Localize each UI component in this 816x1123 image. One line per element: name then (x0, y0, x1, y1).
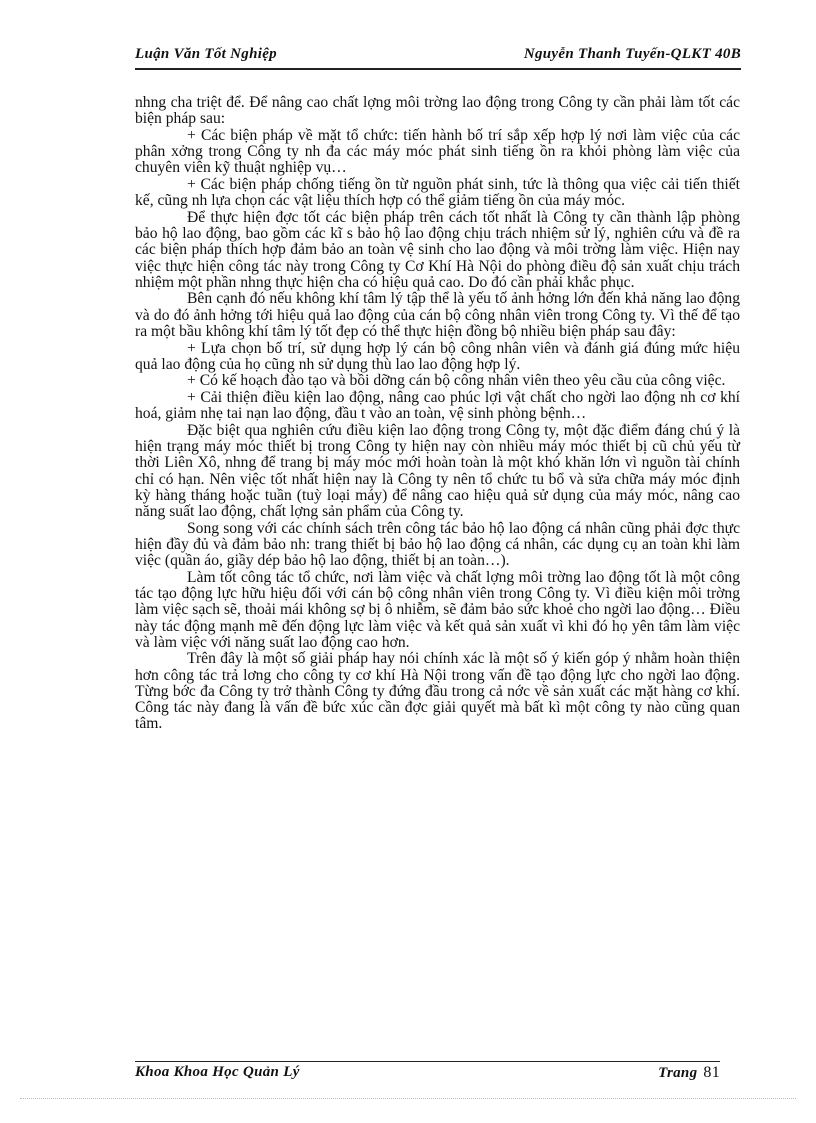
paragraph-11: Làm tốt công tác tổ chức, nơi làm việc và chất lợng môi trờng lao động tốt là một công tác tạo động lực hữu hiệu đối với cán bộ công nhân viên trong Công ty. Vì điều kiện môi trờng làm việc sạch sẽ, thoải mái không sợ bị ô nhiễm, sẽ đảm bảo sức khoẻ cho ngời lao động… Điều này tác động mạnh mẽ đến động lực làm việc và kết quả sản xuất vì khi đó họ yên tâm làm việc và làm việc với năng suất lao động cao hơn. (135, 568, 740, 651)
paragraph-1: nhng cha triệt để. Để nâng cao chất lợng môi trờng lao động trong Công ty cần phải làm tốt các biện pháp sau: (135, 94, 740, 128)
page-bottom-divider (20, 1098, 796, 1099)
page-footer (135, 1061, 720, 1082)
paragraph-9: Đặc biệt qua nghiên cứu điều kiện lao động trong Công ty, một đặc điểm đáng chú ý là hiện trạng máy móc thiết bị trong Công ty hiện nay còn nhiều máy móc thiết bị cũ chủ yếu từ thời Liên Xô, nhng để trang bị máy móc mới hoàn toàn là một khó khăn lớn vì nguồn tài chính chỉ có hạn. Nên việc tốt nhất hiện nay là Công ty nên tổ chức tu bổ và sửa chữa máy móc định kỳ hàng tháng hoặc tuần (tuỳ loại máy) để nâng cao hiệu quả sử dụng của máy móc, nâng cao năng suất lao động, chất lợng sản phẩm của Công ty. (135, 422, 740, 521)
footer-page-label: Trang (658, 1065, 698, 1081)
paragraph-2: + Các biện pháp về mặt tổ chức: tiến hành bố trí sắp xếp hợp lý nơi làm việc của các phân xởng trong Công ty nh đa các máy móc phát sinh tiếng ồn ra khỏi phòng làm việc của chuyên viên kỹ thuật nghiệp vụ… (135, 126, 740, 177)
paragraph-12: Trên đây là một số giải pháp hay nói chính xác là một số ý kiến góp ý nhằm hoàn thiện hơn công tác trả lơng cho công ty cơ khí Hà Nội trong vấn đề tạo động lực cho ngời lao động. Từng bớc đa Công ty trở thành Công ty đứng đầu trong cả nớc về sản xuất các mặt hàng cơ khí. Công tác này đang là vấn đề bức xúc cần đợc giải quyết mà bất kì một công ty nào cũng quan tâm. (135, 650, 740, 733)
footer-page (658, 1064, 720, 1082)
body-text (135, 95, 740, 732)
paragraph-6: + Lựa chọn bố trí, sử dụng hợp lý cán bộ công nhân viên và đánh giá đúng mức hiệu quả lao động của họ cũng nh sử dụng thù lao lao động hợp lý. (135, 339, 740, 373)
page-header (135, 46, 741, 70)
paragraph-7: + Có kế hoạch đào tạo và bồi dỡng cán bộ công nhân viên theo yêu cầu của công việc. (187, 372, 726, 390)
paragraph-3: + Các biện pháp chống tiếng ồn từ nguồn phát sinh, tức là thông qua việc cải tiến thiết kế, cũng nh lựa chọn các vật liệu thích hợp có thể giảm tiếng ồn của máy móc. (135, 176, 740, 210)
paragraph-4: Để thực hiện đợc tốt các biện pháp trên cách tốt nhất là Công ty cần thành lập phòng bảo hộ lao động, bao gồm các kĩ s bảo hộ lao động chịu trách nhiệm sử lý, nghiên cứu và đề ra các biện pháp thích hợp đảm bảo an toàn vệ sinh cho lao động và môi trờng làm việc. Hiện nay việc thực hiện công tác này trong Công ty Cơ Khí Hà Nội do phòng điều độ sản xuất chịu trách nhiệm một phần nhng thực hiện cha có hiệu quả cao. Do đó cần phải khắc phục. (135, 208, 740, 291)
header-thesis-title: Luận Văn Tốt Nghiệp (135, 46, 277, 62)
header-author: Nguyễn Thanh Tuyến-QLKT 40B (523, 46, 741, 62)
footer-faculty: Khoa Khoa Học Quản Lý (135, 1064, 300, 1080)
paragraph-5: Bên cạnh đó nếu không khí tâm lý tập thể là yếu tố ảnh hởng lớn đến khả năng lao động và do đó ảnh hởng tới hiệu quả lao động của cán bộ công nhân viên trong Công ty. Vì thế để tạo ra một bầu không khí tâm lý tốt đẹp có thể thực hiện đồng bộ nhiều biện pháp sau đây: (135, 290, 740, 340)
paragraph-8: + Cải thiện điều kiện lao động, nâng cao phúc lợi vật chất cho ngời lao động nh cơ khí hoá, giảm nhẹ tai nạn lao động, đầu t vào an toàn, vệ sinh phòng bệnh… (135, 389, 740, 423)
paragraph-10: Song song với các chính sách trên công tác bảo hộ lao động cá nhân cũng phải đợc thực hiện đầy đủ và đảm bảo nh: trang thiết bị bảo hộ lao động cá nhân, các dụng cụ an toàn khi làm việc (quần áo, giầy dép bảo hộ lao động, thiết bị an toàn…). (135, 519, 740, 570)
page-number: 81 (703, 1064, 720, 1081)
